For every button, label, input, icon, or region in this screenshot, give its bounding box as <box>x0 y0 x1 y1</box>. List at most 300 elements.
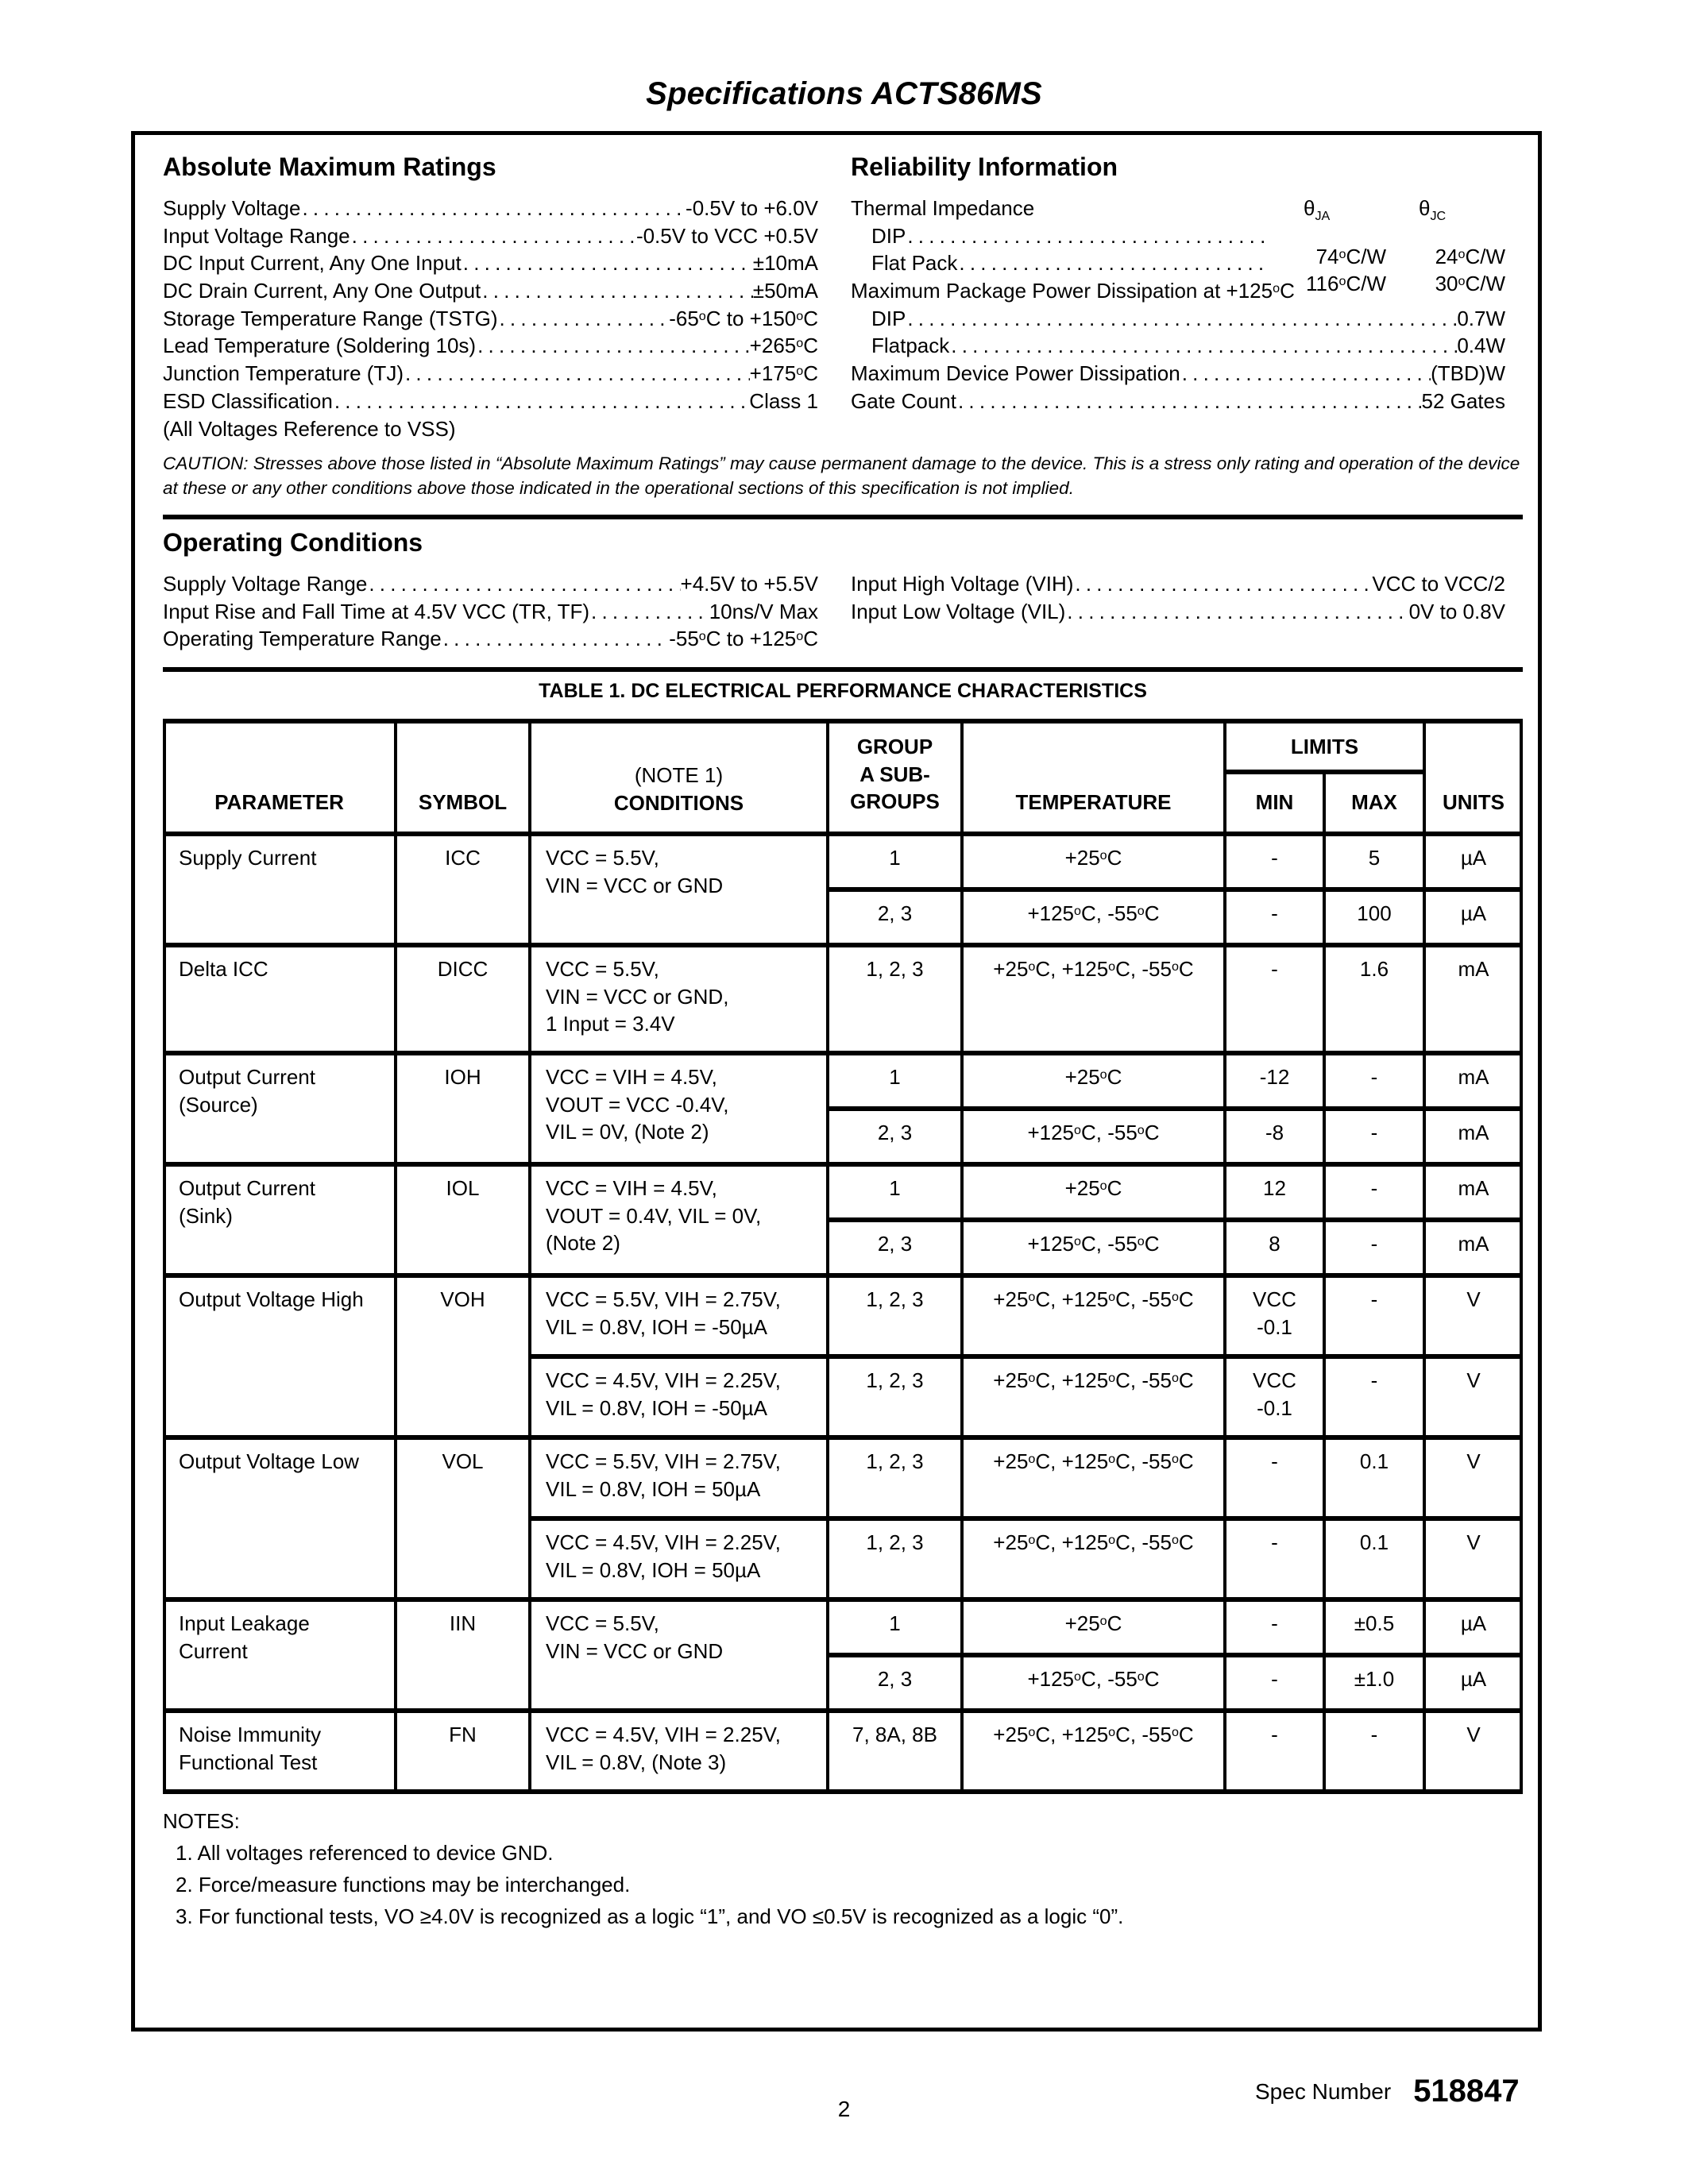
table-cell-symbol: ICC <box>445 846 481 870</box>
spec-value: (TBD)W <box>1431 361 1505 386</box>
table-column-rule <box>163 1054 166 1163</box>
spec-row <box>163 195 818 222</box>
table-column-rule <box>1520 1600 1523 1710</box>
table-cell-parameter: Supply Current <box>179 846 317 870</box>
table-cell-min: - <box>1271 1449 1278 1473</box>
table-rule <box>163 1789 1523 1794</box>
table-column-rule <box>528 1600 531 1710</box>
table-cell-conditions: VCC = VIH = 4.5V, VOUT = 0.4V, VIL = 0V, (Note 2) <box>546 1176 762 1256</box>
table-cell-units: V <box>1466 1287 1481 1311</box>
table-column-rule <box>1223 946 1226 1052</box>
table-cell-temperature: $+25^oC$ <box>1064 846 1122 870</box>
table-column-rule <box>826 719 829 835</box>
table-column-rule <box>960 1711 964 1791</box>
table-column-rule <box>1423 1165 1426 1275</box>
table-cell-max: ±1.0 <box>1354 1667 1395 1691</box>
table-column-rule <box>394 1276 397 1437</box>
note-item: 2. Force/measure functions may be interchanged. <box>176 1873 631 1897</box>
spec-value: VCC to VCC/2 <box>1372 572 1505 596</box>
table-cell-min: 12 <box>1263 1176 1286 1200</box>
table-cell-parameter: Delta ICC <box>179 957 268 981</box>
table-cell-max: - <box>1370 1232 1378 1256</box>
spec-row <box>163 360 818 388</box>
table-column-rule <box>528 1276 531 1437</box>
table-rule <box>530 1516 1523 1521</box>
table-cell-max: - <box>1370 1121 1378 1144</box>
table-column-rule <box>826 835 829 944</box>
spec-label: (All Voltages Reference to VSS) <box>163 416 456 441</box>
table-column-rule <box>826 1438 829 1599</box>
table-cell-max: - <box>1370 1065 1378 1089</box>
table-cell-subgroups: 1, 2, 3 <box>866 1449 924 1473</box>
thermal-impedance-header <box>851 195 1505 222</box>
theta-ja-value: 116$^o$C/W <box>1306 272 1386 296</box>
table-cell-min: VCC -0.1 <box>1253 1368 1296 1420</box>
table-column-rule <box>163 1438 166 1599</box>
section-divider <box>163 515 1523 519</box>
table-column-rule <box>826 1600 829 1710</box>
spec-label: DC Input Current, Any One Input <box>163 251 462 276</box>
table-cell-subgroups: 1 <box>889 846 901 870</box>
spec-row <box>851 570 1505 598</box>
table-cell-units: mA <box>1458 1232 1489 1256</box>
operating-conditions-left <box>163 570 818 653</box>
theta-ja-value: 74$^o$C/W <box>1315 244 1386 268</box>
table-column-rule <box>163 719 166 835</box>
table-cell-units: µA <box>1460 1667 1487 1691</box>
table-cell-conditions: VCC = VIH = 4.5V, VOUT = VCC -0.4V, VIL = 0V, (Note 2) <box>546 1065 729 1144</box>
table-column-rule <box>826 1711 829 1791</box>
note-item: 3. For functional tests, VO ≥4.0V is recognized as a logic “1”, and VO ≤0.5V is recognized as a logic “0”. <box>176 1904 1124 1928</box>
table-cell-subgroups: 1, 2, 3 <box>866 1530 924 1554</box>
table-cell-temperature: $+125^oC$, -55$^o$C <box>1027 901 1160 925</box>
table-rule <box>163 1597 1523 1602</box>
table-cell-min: - <box>1271 957 1278 981</box>
spec-value: ±50mA <box>752 279 818 303</box>
section-divider <box>163 667 1523 672</box>
table-column-rule <box>394 1711 397 1791</box>
header-min: MIN <box>1255 790 1294 814</box>
table-rule <box>828 1653 1523 1657</box>
spec-row <box>851 332 1505 360</box>
table-cell-parameter: Output Current (Sink) <box>179 1176 315 1228</box>
spec-value: 0.4W <box>1457 334 1505 358</box>
table-cell-units: mA <box>1458 1176 1489 1200</box>
spec-label: Input High Voltage (VIH) <box>851 572 1074 596</box>
thermal-impedance-label: Thermal Impedance <box>851 196 1035 220</box>
table-cell-temperature: $+25^oC$ <box>1064 1065 1122 1089</box>
table-column-rule <box>394 1054 397 1163</box>
table-column-rule <box>1520 946 1523 1052</box>
table-cell-max: 1.6 <box>1359 957 1389 981</box>
table-column-rule <box>960 719 964 835</box>
table-cell-units: µA <box>1460 1611 1487 1635</box>
dot-leader <box>906 222 1267 250</box>
table-cell-units: µA <box>1460 846 1487 870</box>
spec-number: 518847 <box>1413 2074 1520 2109</box>
table-column-rule <box>1520 835 1523 944</box>
table-cell-min: -8 <box>1265 1121 1284 1144</box>
table-column-rule <box>960 1054 964 1163</box>
table-column-rule <box>1520 1054 1523 1163</box>
spec-row <box>163 222 818 250</box>
spec-row <box>851 388 1505 415</box>
table-rule <box>163 1708 1523 1713</box>
spec-row <box>163 625 818 653</box>
table-column-rule <box>528 946 531 1052</box>
table-rule <box>163 832 1523 836</box>
spec-row <box>851 305 1505 333</box>
table-rule <box>163 1435 1523 1440</box>
table-column-rule <box>1520 1711 1523 1791</box>
spec-label: Supply Voltage <box>163 196 301 220</box>
table-rule <box>530 1354 1523 1359</box>
spec-number-label: Spec Number <box>1255 2079 1392 2104</box>
table-cell-min: - <box>1271 1723 1278 1746</box>
header-symbol: SYMBOL <box>418 790 508 814</box>
theta-ja-header: $\theta_{JA}$ <box>1304 196 1331 224</box>
table-cell-max: 0.1 <box>1359 1449 1389 1473</box>
table-rule <box>163 1051 1523 1055</box>
table-cell-units: mA <box>1458 957 1489 981</box>
table-cell-subgroups: 1 <box>889 1065 901 1089</box>
spec-row <box>163 305 818 333</box>
table-column-rule <box>163 835 166 944</box>
table-column-rule <box>826 1054 829 1163</box>
header-conditions: (NOTE 1) CONDITIONS <box>613 763 744 815</box>
table-cell-parameter: Input Leakage Current <box>179 1611 310 1663</box>
dot-leader <box>300 195 686 222</box>
spec-value: 52 Gates <box>1421 388 1505 413</box>
spec-value: $+175^oC$ <box>749 361 818 386</box>
spec-row <box>163 415 818 443</box>
table-cell-subgroups: 7, 8A, 8B <box>852 1723 937 1746</box>
table-cell-min: -12 <box>1259 1065 1290 1089</box>
spec-label: Junction Temperature (TJ) <box>163 361 404 386</box>
table-column-rule <box>1223 1054 1226 1163</box>
spec-label: Maximum Package Power Dissipation at $+125^oC$ <box>851 279 1295 303</box>
spec-row <box>163 598 818 626</box>
table-column-rule <box>1323 1438 1326 1599</box>
dot-leader <box>476 332 750 360</box>
table-rule <box>163 719 1523 723</box>
page-number: 2 <box>837 2097 851 2121</box>
table-cell-conditions: VCC = 5.5V, VIN = VCC or GND, 1 Input = 3.4V <box>546 957 729 1036</box>
table-column-rule <box>394 1165 397 1275</box>
table-column-rule <box>163 1711 166 1791</box>
table-cell-min: 8 <box>1269 1232 1280 1256</box>
table-cell-symbol: VOH <box>440 1287 485 1311</box>
table-rule <box>163 1273 1523 1278</box>
table-cell-temperature: $+25^oC$, $+125^oC$, -55$^o$C <box>993 1287 1194 1311</box>
table-cell-temperature: $+25^oC$ <box>1064 1176 1122 1200</box>
table-column-rule <box>163 946 166 1052</box>
table-cell-symbol: DICC <box>437 957 489 981</box>
package-label: DIP <box>871 223 906 248</box>
spec-value: $+265^oC$ <box>749 334 818 358</box>
table-title: TABLE 1. DC ELECTRICAL PERFORMANCE CHARACTERISTICS <box>539 680 1147 702</box>
table-column-rule <box>1423 835 1426 944</box>
reliability-info-list <box>851 195 1505 415</box>
header-subgroups: GROUP A SUB- GROUPS <box>850 735 940 814</box>
table-column-rule <box>1323 946 1326 1052</box>
spec-value: Class 1 <box>749 388 818 413</box>
spec-value: -65$^o$C to $+150^oC$ <box>669 306 818 330</box>
spec-label: Operating Temperature Range <box>163 627 442 651</box>
table-column-rule <box>1520 1165 1523 1275</box>
table-cell-units: V <box>1466 1723 1481 1746</box>
theta-jc-value: 24$^o$C/W <box>1435 244 1505 268</box>
table-cell-symbol: IOL <box>446 1176 480 1200</box>
table-cell-subgroups: 1, 2, 3 <box>866 1368 924 1392</box>
table-cell-min: - <box>1271 1530 1278 1554</box>
table-column-rule <box>826 1165 829 1275</box>
table-cell-symbol: VOL <box>442 1449 484 1473</box>
spec-label: Flatpack <box>871 334 950 358</box>
spec-label: ESD Classification <box>163 388 333 413</box>
table-column-rule <box>1323 1600 1326 1710</box>
spec-value: ±10mA <box>752 251 818 276</box>
table-cell-parameter: Noise Immunity Functional Test <box>179 1723 322 1774</box>
table-cell-symbol: IIN <box>449 1611 477 1635</box>
table-column-rule <box>960 1165 964 1275</box>
table-cell-max: - <box>1370 1287 1378 1311</box>
header-units: UNITS <box>1443 790 1505 814</box>
table-column-rule <box>1423 1600 1426 1710</box>
table-column-rule <box>394 946 397 1052</box>
table-column-rule <box>528 719 531 835</box>
dot-leader <box>367 570 680 598</box>
table-cell-temperature: $+125^oC$, -55$^o$C <box>1027 1232 1160 1256</box>
spec-label: DC Drain Current, Any One Output <box>163 279 481 303</box>
notes-title: NOTES: <box>163 1809 240 1833</box>
spec-row <box>851 360 1505 388</box>
table-cell-symbol: FN <box>449 1723 477 1746</box>
table-cell-temperature: $+25^oC$, $+125^oC$, -55$^o$C <box>993 1368 1194 1392</box>
table-cell-min: - <box>1271 1667 1278 1691</box>
table-cell-units: V <box>1466 1449 1481 1473</box>
table-column-rule <box>1223 1711 1226 1791</box>
table-cell-parameter: Output Current (Source) <box>179 1065 315 1117</box>
table-column-rule <box>528 1711 531 1791</box>
table-cell-units: mA <box>1458 1065 1489 1089</box>
table-cell-temperature: $+125^oC$, -55$^o$C <box>1027 1121 1160 1144</box>
table-cell-temperature: $+25^oC$, $+125^oC$, -55$^o$C <box>993 1449 1194 1473</box>
spec-value: -55$^o$C to $+125^oC$ <box>669 627 818 651</box>
operating-conditions-right <box>851 570 1505 625</box>
header-parameter: PARAMETER <box>214 790 344 814</box>
spec-label: Lead Temperature (Soldering 10s) <box>163 334 477 358</box>
theta-jc-value: 30$^o$C/W <box>1435 272 1505 296</box>
table-rule <box>828 1106 1523 1111</box>
table-column-rule <box>163 1165 166 1275</box>
table-column-rule <box>1423 946 1426 1052</box>
table-cell-max: 5 <box>1368 846 1381 870</box>
table-cell-min: VCC -0.1 <box>1253 1287 1296 1339</box>
table-column-rule <box>1323 1711 1326 1791</box>
dot-leader <box>956 388 1422 415</box>
table-column-rule <box>1223 719 1226 835</box>
dot-leader <box>333 388 749 415</box>
table-cell-subgroups: 2, 3 <box>877 1121 913 1144</box>
table-column-rule <box>1223 1276 1226 1437</box>
table-column-rule <box>394 719 397 835</box>
operating-conditions-title: Operating Conditions <box>163 528 423 557</box>
table-column-rule <box>1520 1276 1523 1437</box>
spec-value: +4.5V to +5.5V <box>680 572 818 596</box>
table-column-rule <box>1223 1438 1226 1599</box>
spec-label: Gate Count <box>851 388 956 413</box>
table-column-rule <box>960 1438 964 1599</box>
dot-leader <box>350 222 636 250</box>
dot-leader <box>497 305 669 333</box>
dot-leader <box>481 277 753 305</box>
table-column-rule <box>960 946 964 1052</box>
spec-value: -0.5V to VCC +0.5V <box>635 223 818 248</box>
spec-value: 10ns/V Max <box>709 599 818 623</box>
table-column-rule <box>1323 1276 1326 1437</box>
package-label: Flat Pack <box>871 251 958 276</box>
table-column-rule <box>826 946 829 1052</box>
table-column-rule <box>528 835 531 944</box>
table-cell-units: V <box>1466 1368 1481 1392</box>
table-cell-conditions: VCC = 4.5V, VIH = 2.25V, VIL = 0.8V, IOH = -50µA <box>546 1368 781 1420</box>
spec-row <box>163 332 818 360</box>
spec-label: Input Low Voltage (VIL) <box>851 599 1066 623</box>
page-title: Specifications ACTS86MS <box>646 76 1042 111</box>
spec-label: DIP <box>871 306 906 330</box>
table-cell-subgroups: 1, 2, 3 <box>866 1287 924 1311</box>
table-column-rule <box>1423 1711 1426 1791</box>
table-column-rule <box>1520 719 1523 835</box>
table-cell-units: mA <box>1458 1121 1489 1144</box>
table-cell-conditions: VCC = 4.5V, VIH = 2.25V, VIL = 0.8V, (Note 3) <box>546 1723 781 1774</box>
table-column-rule <box>1423 1276 1426 1437</box>
table-cell-subgroups: 1 <box>889 1611 901 1635</box>
spec-value: 0.7W <box>1457 306 1505 330</box>
spec-row <box>851 277 1505 305</box>
table-cell-parameter: Output Voltage Low <box>179 1449 359 1473</box>
table-column-rule <box>960 835 964 944</box>
table-cell-max: ±0.5 <box>1354 1611 1395 1635</box>
spec-row <box>163 570 818 598</box>
table-column-rule <box>1223 1165 1226 1275</box>
dot-leader <box>957 249 1267 277</box>
table-column-rule <box>960 1276 964 1437</box>
table-column-rule <box>1323 1054 1326 1163</box>
dot-leader <box>949 332 1457 360</box>
table-column-rule <box>1223 1600 1226 1710</box>
table-column-rule <box>1323 835 1326 944</box>
table-column-rule <box>1323 1165 1326 1275</box>
table-column-rule <box>528 1438 531 1599</box>
table-column-rule <box>394 835 397 944</box>
table-cell-max: 100 <box>1357 901 1392 925</box>
dot-leader <box>462 249 753 277</box>
table-cell-min: - <box>1271 1611 1278 1635</box>
table-column-rule <box>960 1600 964 1710</box>
table-column-rule <box>1520 1438 1523 1599</box>
table-cell-temperature: $+25^oC$, $+125^oC$, -55$^o$C <box>993 1723 1194 1746</box>
dot-leader <box>1065 598 1408 626</box>
table-rule <box>828 1217 1523 1222</box>
caution-text: CAUTION: Stresses above those listed in “Absolute Maximum Ratings” may cause permanent damage to the device. This is a stress only rating and operation of the device at these or any other conditions above those indicated in the operational sections of this specification is not implied. <box>163 453 1520 498</box>
spec-label: Maximum Device Power Dissipation <box>851 361 1180 386</box>
table-cell-max: - <box>1370 1368 1378 1392</box>
table-cell-temperature: $+25^oC$, $+125^oC$, -55$^o$C <box>993 1530 1194 1554</box>
table-column-rule <box>163 1600 166 1710</box>
spec-row <box>851 598 1505 626</box>
table-column-rule <box>1423 719 1426 835</box>
table-column-rule <box>1423 1438 1426 1599</box>
dot-leader <box>589 598 709 626</box>
spec-row <box>163 388 818 415</box>
table-column-rule <box>1223 835 1226 944</box>
table-column-rule <box>163 1276 166 1437</box>
dot-leader <box>1073 570 1372 598</box>
note-item: 1. All voltages referenced to device GND. <box>176 1841 554 1865</box>
table-cell-units: µA <box>1460 901 1487 925</box>
table-cell-conditions: VCC = 4.5V, VIH = 2.25V, VIL = 0.8V, IOH = 50µA <box>546 1530 781 1582</box>
table-cell-max: 0.1 <box>1359 1530 1389 1554</box>
table-cell-units: V <box>1466 1530 1481 1554</box>
absolute-max-ratings-title: Absolute Maximum Ratings <box>163 152 496 181</box>
table-cell-symbol: IOH <box>444 1065 481 1089</box>
table-cell-conditions: VCC = 5.5V, VIH = 2.75V, VIL = 0.8V, IOH = 50µA <box>546 1449 781 1501</box>
spec-label: Supply Voltage Range <box>163 572 368 596</box>
table-rule <box>163 1162 1523 1167</box>
theta-jc-header: $\theta_{JC}$ <box>1419 196 1447 224</box>
table-cell-subgroups: 2, 3 <box>877 1232 913 1256</box>
table-cell-subgroups: 1 <box>889 1176 901 1200</box>
table-cell-min: - <box>1271 846 1278 870</box>
table-column-rule <box>394 1600 397 1710</box>
spec-row <box>163 249 818 277</box>
dot-leader <box>1180 360 1431 388</box>
table-column-rule <box>826 1276 829 1437</box>
table-column-rule <box>528 1165 531 1275</box>
table-cell-max: - <box>1370 1723 1378 1746</box>
spec-label: Storage Temperature Range (TSTG) <box>163 306 498 330</box>
dot-leader <box>906 305 1457 333</box>
table-cell-min: - <box>1271 901 1278 925</box>
table-column-rule <box>528 1054 531 1163</box>
header-limits: LIMITS <box>1290 735 1359 758</box>
table-cell-temperature: $+25^oC$, $+125^oC$, -55$^o$C <box>993 957 1194 981</box>
header-temperature: TEMPERATURE <box>1015 790 1172 814</box>
table-cell-subgroups: 1, 2, 3 <box>866 957 924 981</box>
spec-row <box>163 277 818 305</box>
table-cell-temperature: $+125^oC$, -55$^o$C <box>1027 1667 1160 1691</box>
table-cell-subgroups: 2, 3 <box>877 1667 913 1691</box>
dot-leader <box>442 625 669 653</box>
notes-section <box>163 1805 1123 1932</box>
header-max: MAX <box>1351 790 1397 814</box>
spec-label: Input Voltage Range <box>163 223 350 248</box>
table-cell-conditions: VCC = 5.5V, VIH = 2.75V, VIL = 0.8V, IOH = -50µA <box>546 1287 781 1339</box>
table-column-rule <box>1423 1054 1426 1163</box>
table-rule <box>163 943 1523 947</box>
table-cell-parameter: Output Voltage High <box>179 1287 364 1311</box>
table-cell-conditions: VCC = 5.5V, VIN = VCC or GND <box>546 1611 724 1663</box>
dot-leader <box>404 360 750 388</box>
table-cell-temperature: $+25^oC$ <box>1064 1611 1122 1635</box>
table-rule <box>828 887 1523 892</box>
table-cell-subgroups: 2, 3 <box>877 901 913 925</box>
absolute-max-ratings-list <box>163 195 818 442</box>
table-column-rule <box>394 1438 397 1599</box>
spec-label: Input Rise and Fall Time at 4.5V VCC (TR, TF) <box>163 599 590 623</box>
